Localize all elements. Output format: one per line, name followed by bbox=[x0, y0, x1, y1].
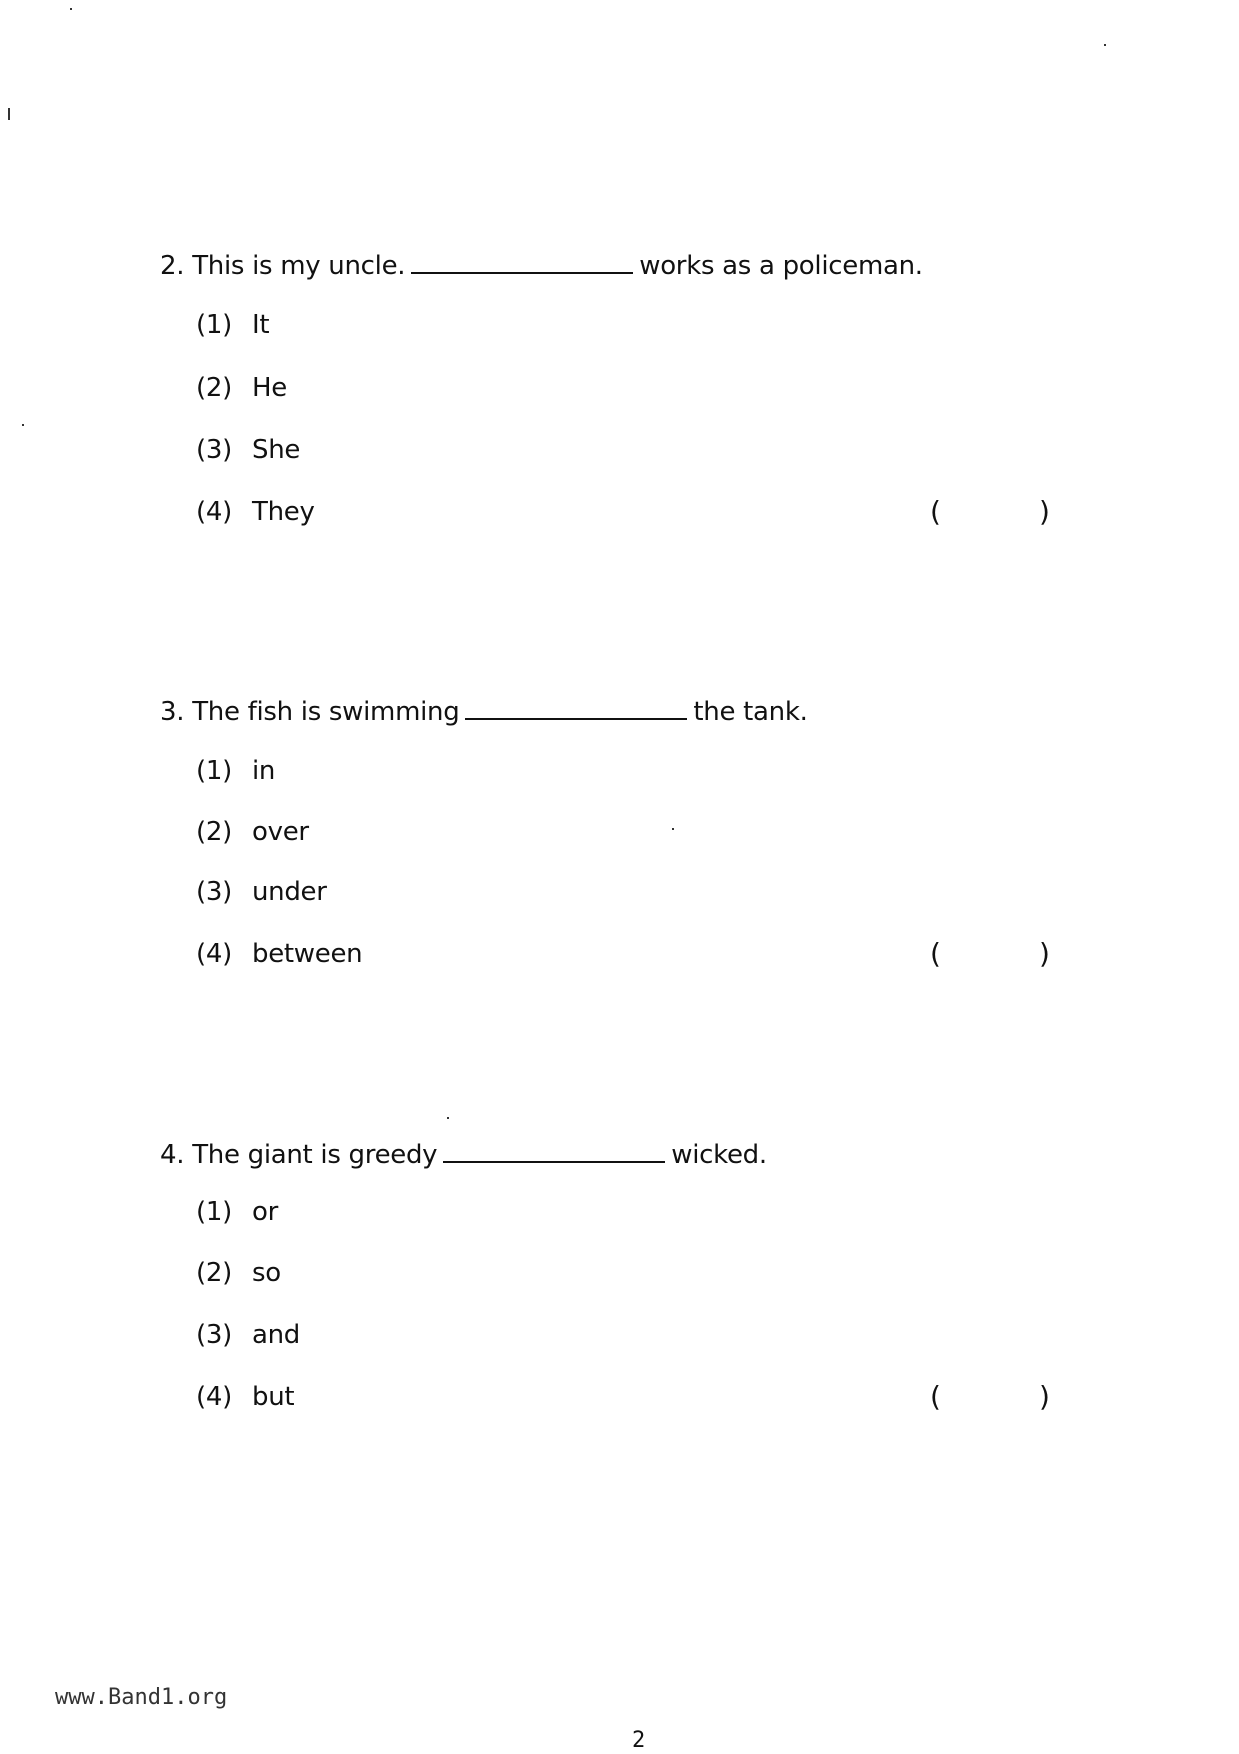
option-text: over bbox=[252, 817, 309, 847]
option-number: (4) bbox=[196, 939, 232, 969]
question-number: 2. bbox=[160, 251, 185, 281]
answer-blank bbox=[411, 246, 633, 274]
question-stem bbox=[160, 246, 1080, 283]
answer-blank bbox=[443, 1135, 665, 1163]
option-number: (2) bbox=[196, 373, 232, 403]
option-text: but bbox=[252, 1382, 295, 1412]
bracket-open: ( bbox=[930, 937, 941, 970]
option-4 bbox=[196, 937, 362, 971]
answer-blank bbox=[465, 692, 687, 720]
option-2 bbox=[196, 815, 309, 849]
bracket-open: ( bbox=[930, 495, 941, 528]
option-text: between bbox=[252, 939, 363, 969]
option-3 bbox=[196, 433, 300, 467]
stem-text-before: The fish is swimming bbox=[192, 697, 460, 727]
option-2 bbox=[196, 371, 287, 405]
option-text: She bbox=[252, 435, 301, 465]
question-number: 3. bbox=[160, 697, 185, 727]
option-text: They bbox=[252, 497, 315, 527]
scan-speck bbox=[22, 424, 24, 426]
answer-bracket[interactable] bbox=[930, 495, 1050, 529]
page-number: 2 bbox=[632, 1728, 646, 1753]
option-number: (2) bbox=[196, 1258, 232, 1288]
question-number: 4. bbox=[160, 1140, 185, 1170]
option-number: (1) bbox=[196, 310, 232, 340]
option-number: (4) bbox=[196, 497, 232, 527]
option-text: or bbox=[252, 1197, 278, 1227]
answer-bracket[interactable] bbox=[930, 937, 1050, 971]
answer-bracket[interactable] bbox=[930, 1380, 1050, 1414]
option-text: and bbox=[252, 1320, 301, 1350]
stem-text-after: works as a policeman. bbox=[639, 251, 923, 281]
scan-speck bbox=[1104, 44, 1106, 46]
footer-url: www.Band1.org bbox=[55, 1685, 228, 1710]
option-number: (4) bbox=[196, 1382, 232, 1412]
question-stem bbox=[160, 692, 1080, 729]
option-text: so bbox=[252, 1258, 281, 1288]
bracket-close: ) bbox=[1038, 1380, 1050, 1413]
stem-text-before: The giant is greedy bbox=[192, 1140, 438, 1170]
option-number: (3) bbox=[196, 1320, 232, 1350]
scan-speck bbox=[447, 1117, 449, 1119]
option-text: He bbox=[252, 373, 287, 403]
option-1 bbox=[196, 1195, 278, 1229]
option-3 bbox=[196, 1318, 300, 1352]
bracket-close: ) bbox=[1038, 495, 1050, 528]
scan-speck bbox=[672, 828, 674, 830]
option-4 bbox=[196, 1380, 294, 1414]
option-text: under bbox=[252, 877, 327, 907]
stem-text-before: This is my uncle. bbox=[192, 251, 406, 281]
option-2 bbox=[196, 1256, 281, 1290]
option-1 bbox=[196, 308, 269, 342]
question-4 bbox=[160, 1135, 1080, 1413]
question-3 bbox=[160, 692, 1080, 970]
option-number: (2) bbox=[196, 817, 232, 847]
stem-text-after: the tank. bbox=[693, 697, 808, 727]
option-1 bbox=[196, 754, 275, 788]
option-3 bbox=[196, 875, 327, 909]
option-4 bbox=[196, 495, 315, 529]
stem-text-after: wicked. bbox=[671, 1140, 767, 1170]
option-number: (1) bbox=[196, 1197, 232, 1227]
option-text: It bbox=[252, 310, 270, 340]
option-number: (3) bbox=[196, 877, 232, 907]
scan-speck bbox=[8, 108, 10, 120]
bracket-open: ( bbox=[930, 1380, 941, 1413]
question-2 bbox=[160, 246, 1080, 528]
question-stem bbox=[160, 1135, 1080, 1172]
option-number: (3) bbox=[196, 435, 232, 465]
scan-speck bbox=[70, 8, 72, 10]
bracket-close: ) bbox=[1038, 937, 1050, 970]
option-number: (1) bbox=[196, 756, 232, 786]
option-text: in bbox=[252, 756, 276, 786]
